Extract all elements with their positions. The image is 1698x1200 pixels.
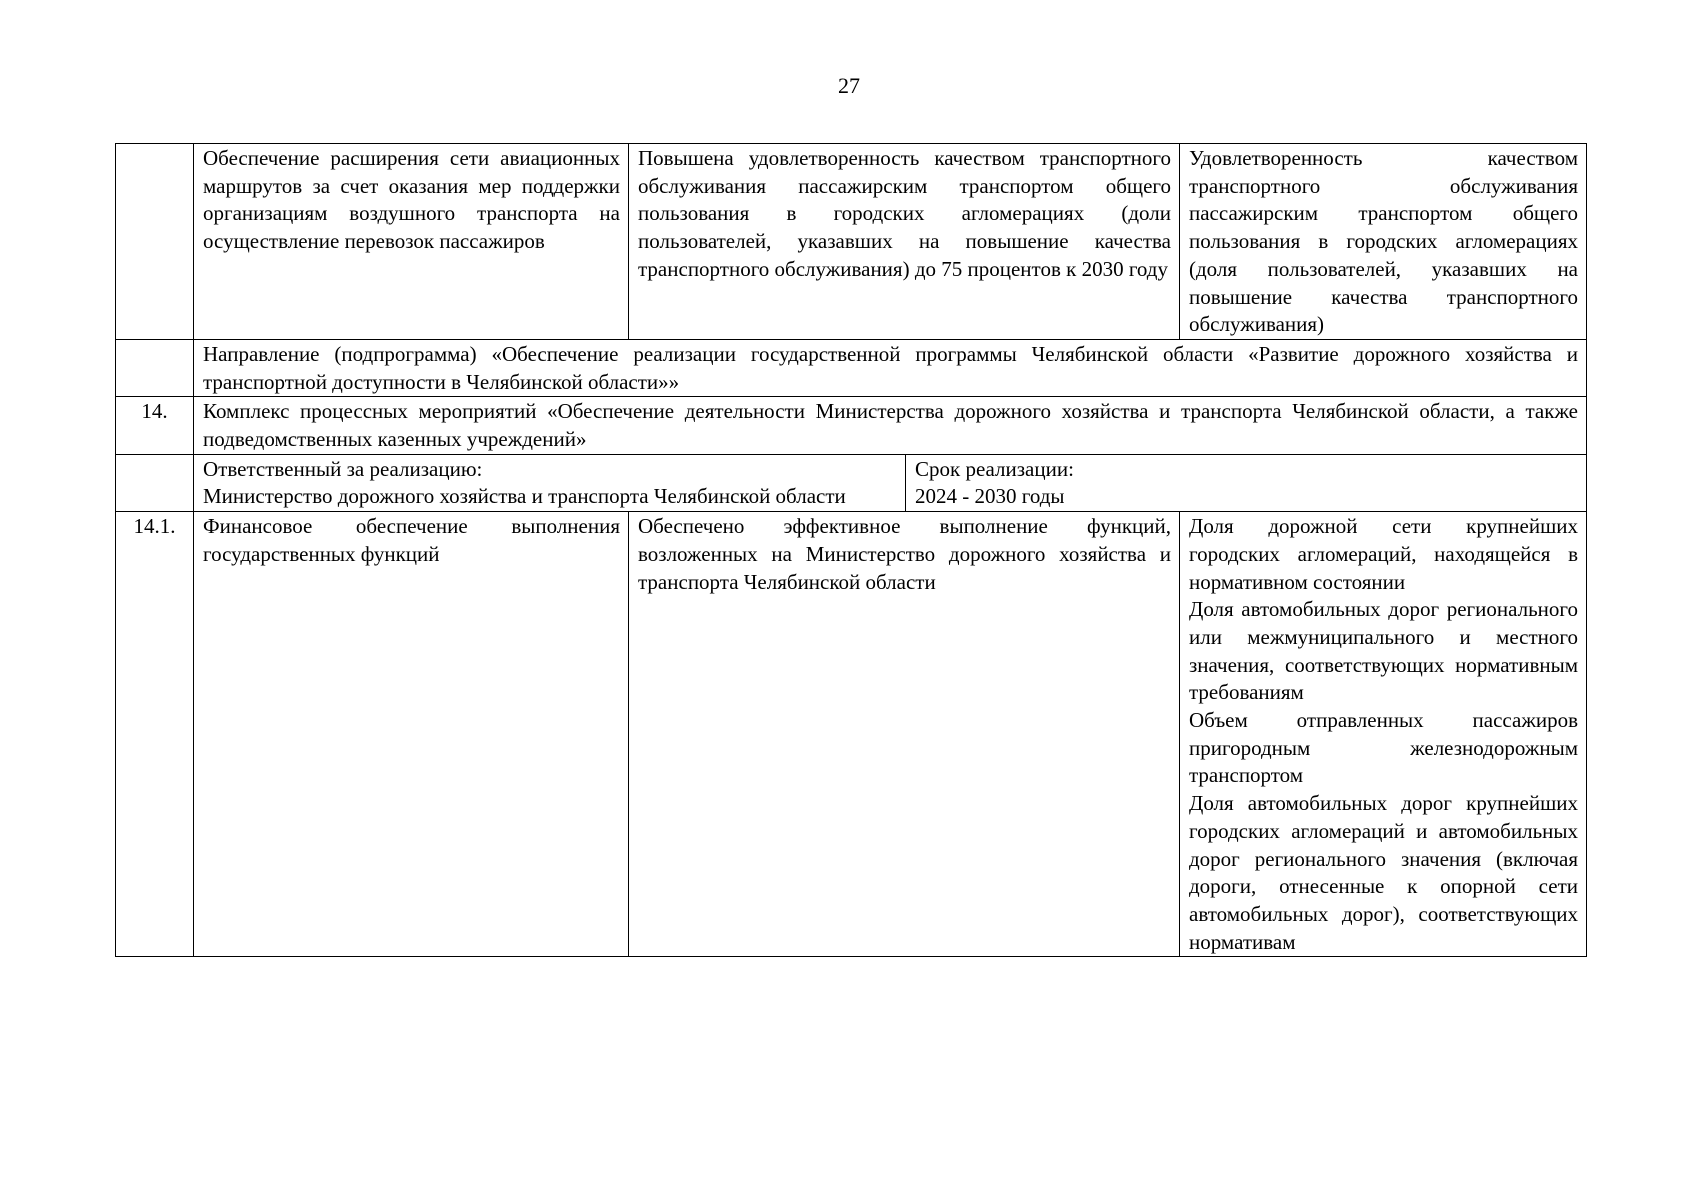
table-row [116, 454, 1587, 511]
indicators-cell [1180, 512, 1587, 957]
event-cell: Финансовое обеспечение выполнения государственных функций [194, 512, 629, 957]
table-row [116, 512, 1587, 957]
event-cell: Обеспечение расширения сети авиационных маршрутов за счет оказания мер поддержки организациям воздушного транспорта на осуществление перевозок пассажиров [194, 144, 629, 340]
row-number-cell: 14. [116, 397, 194, 454]
term-value: 2024 - 2030 годы [915, 484, 1065, 509]
page-number: 27 [838, 73, 860, 98]
table-row [116, 339, 1587, 396]
responsible-cell [194, 454, 906, 511]
term-cell [906, 454, 1587, 511]
row-number-cell [116, 339, 194, 396]
table-row [116, 144, 1587, 340]
row-number-cell [116, 454, 194, 511]
indicator-item: Объем отправленных пассажиров пригородным железнодорожным транспортом [1189, 708, 1578, 788]
indicator-item: Доля автомобильных дорог регионального или межмуниципального и местного значения, соответствующих нормативным требованиям [1189, 597, 1578, 705]
indicator-item: Доля дорожной сети крупнейших городских агломераций, находящейся в нормативном состоянии [1189, 514, 1578, 594]
responsible-value: Министерство дорожного хозяйства и транспорта Челябинской области [203, 484, 846, 509]
table-row [116, 397, 1587, 454]
row-number-cell: 14.1. [116, 512, 194, 957]
indicator-cell: Удовлетворенность качеством транспортного обслуживания пассажирским транспортом общего пользования в городских агломерациях (доля пользователей, указавших на повышение качества транспортного обслуживания) [1180, 144, 1587, 340]
program-table [115, 143, 1587, 957]
complex-cell: Комплекс процессных мероприятий «Обеспечение деятельности Министерства дорожного хозяйства и транспорта Челябинской области, а также подведомственных казенных учреждений» [194, 397, 1587, 454]
term-label: Срок реализации: [915, 456, 1074, 481]
result-cell: Обеспечено эффективное выполнение функций, возложенных на Министерство дорожного хозяйства и транспорта Челябинской области [629, 512, 1180, 957]
direction-cell: Направление (подпрограмма) «Обеспечение реализации государственной программы Челябинской области «Развитие дорожного хозяйства и транспортной доступности в Челябинской области»» [194, 339, 1587, 396]
indicator-item: Доля автомобильных дорог крупнейших городских агломераций и автомобильных дорог регионального значения (включая дороги, отнесенные к опорной сети автомобильных дорог), соответствующих нормативам [1189, 791, 1578, 954]
result-cell: Повышена удовлетворенность качеством транспортного обслуживания пассажирским транспортом общего пользования в городских агломерациях (доли пользователей, указавших на повышение качества транспортного обслуживания) до 75 процентов к 2030 году [629, 144, 1180, 340]
responsible-label: Ответственный за реализацию: [203, 456, 483, 481]
row-number-cell [116, 144, 194, 340]
